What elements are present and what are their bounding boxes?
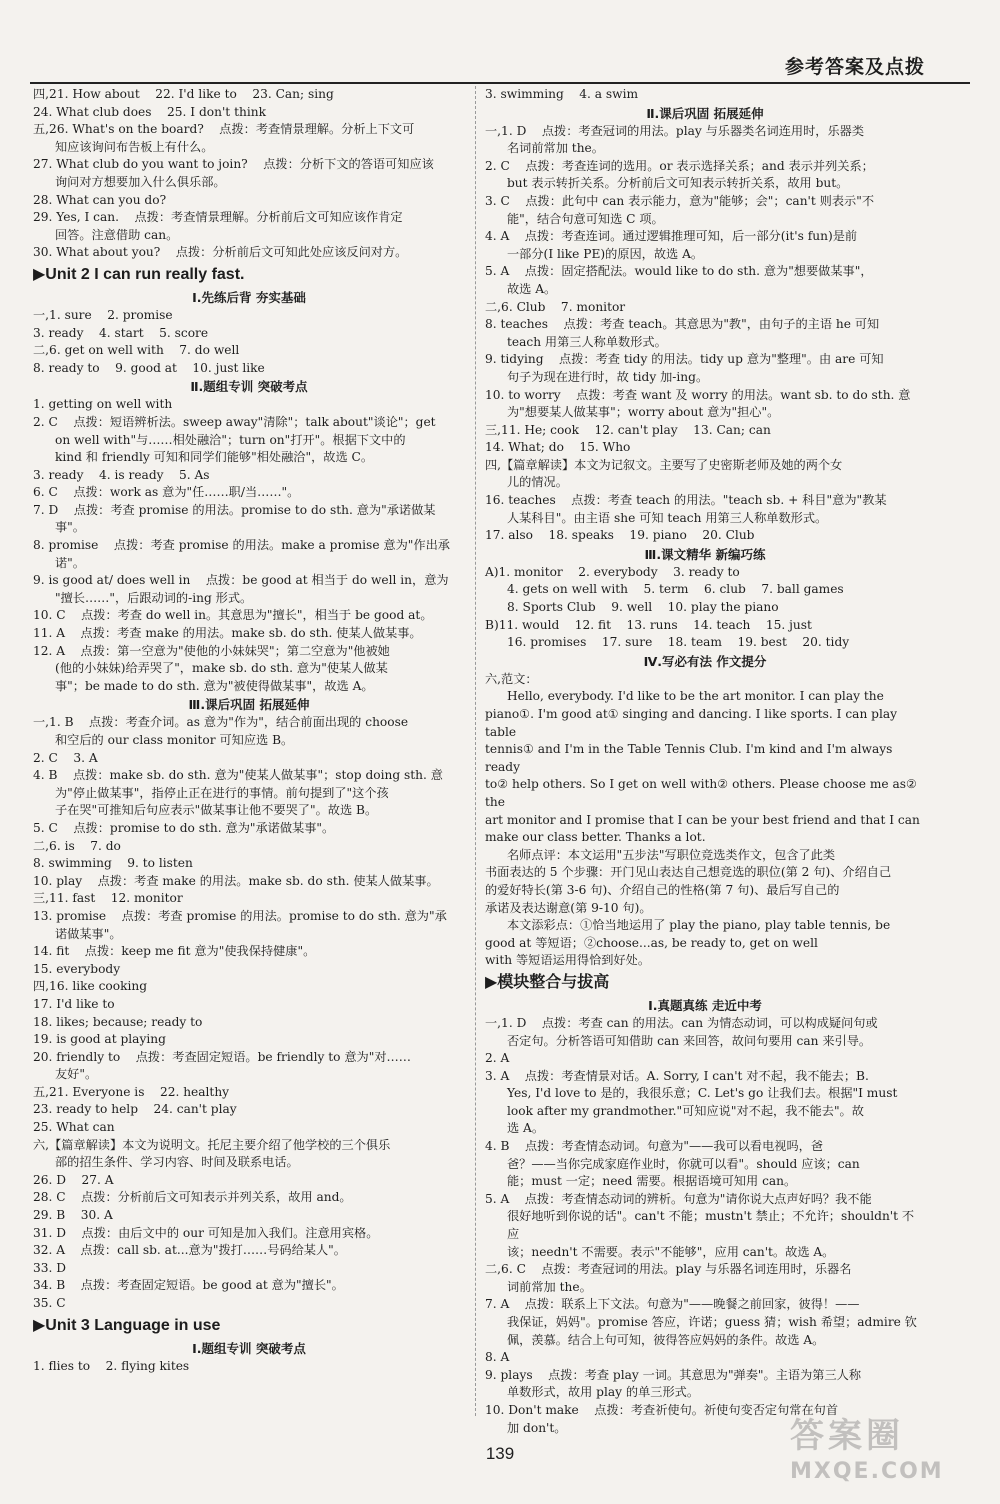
answer-line: 5. A 点拨：考查情态动词的辨析。句意为"请你说大点声好吗？我不能: [485, 1191, 872, 1206]
answer-line: 2. C 点拨：考查连词的选用。or 表示选择关系；and 表示并列关系；: [485, 158, 874, 173]
page-number: 139: [485, 1444, 515, 1463]
answer-line: 17. I'd like to: [33, 996, 115, 1011]
answer-line-continued: 为"停止做某事"，指停止正在进行的事情。前句提到了"这个孩: [55, 785, 389, 800]
answer-line-continued: (他的小妹妹)给弄哭了"，make sb. do sth. 意为"使某人做某: [55, 661, 388, 676]
section-heading: Ⅱ.课后巩固 拓展延伸: [646, 105, 764, 121]
answer-line: 一,1. D 点拨：考查 can 的用法。can 为情态动词，可以构成疑问句或: [485, 1015, 878, 1030]
answer-line: 9. is good at/ does well in 点拨：be good at 相当于 do well in，意为: [33, 573, 449, 588]
answer-line: 二,6. get on well with 7. do well: [33, 343, 240, 358]
answer-line-continued: 我保证，妈妈"。promise 答应，许诺；guess 猜；wish 希望；admire 钦: [507, 1315, 917, 1329]
answer-line-continued: 单数形式，故用 play 的单三形式。: [507, 1385, 700, 1400]
answer-line: 9. tidying 点拨：考查 tidy 的用法。tidy up 意为"整理"。由 are 可知: [485, 352, 884, 367]
answer-line: 7. D 点拨：考查 promise 的用法。promise to do sth. 意为"承诺做某: [33, 502, 436, 517]
answer-line: 34. B 点拨：考查固定短语。be good at 意为"擅长"。: [33, 1278, 344, 1293]
answer-line-continued: 16. promises 17. sure 18. team 19. best 20. tidy: [507, 635, 850, 650]
answer-line-continued: 为"想要某人做某事"；worry about 意为"担心"。: [507, 405, 780, 420]
answer-line: 10. Don't make 点拨：考查祈使句。祈使句变否定句常在句首: [485, 1402, 839, 1417]
answer-line: make our class better. Thanks a lot.: [485, 830, 706, 845]
answer-line: 二,6. Club 7. monitor: [485, 299, 626, 314]
answer-line-continued: Hello, everybody. I'd like to be the art monitor. I can play the: [507, 689, 884, 704]
answer-line-continued: 回答。注意借助 can。: [55, 227, 179, 242]
unit-heading: ▶Unit 2 I can run really fast.: [33, 265, 245, 283]
answer-line: 24. What club does 25. I don't think: [33, 104, 266, 119]
answer-line: 18. likes; because; ready to: [33, 1014, 203, 1029]
answer-line: 3. swimming 4. a swim: [485, 87, 639, 101]
answer-line: 2. A: [485, 1051, 510, 1066]
answer-line: 16. teaches 点拨：考查 teach 的用法。"teach sb. + 科目"意为"教某: [485, 493, 887, 508]
section-heading: Ⅰ.先练后背 夯实基础: [192, 289, 306, 305]
section-heading: Ⅰ.题组专训 突破考点: [192, 1340, 306, 1356]
answer-line: 14. What; do 15. Who: [485, 440, 631, 455]
answer-line: 6. C 点拨：work as 意为"任……职/当……"。: [33, 485, 300, 500]
answer-line-continued: "擅长……"，后跟动词的-ing 形式。: [55, 590, 253, 605]
answer-line-continued: 本文添彩点：①恰当地运用了 play the piano, play table tennis, be: [507, 918, 891, 933]
answer-line-continued: 爸？——当你完成家庭作业时，你就可以看"。should 应该；can: [507, 1156, 860, 1171]
answer-line: 35. C: [33, 1296, 66, 1310]
answer-line: 15. everybody: [33, 961, 121, 976]
answer-line-continued: on well with"与……相处融洽"；turn on"打开"。根据下文中的: [55, 432, 406, 447]
answer-line-continued: 选 A。: [507, 1121, 545, 1136]
answer-line: 8. A: [485, 1350, 510, 1365]
answer-line: 二,6. is 7. do: [33, 838, 121, 853]
answer-line-continued: 8. Sports Club 9. well 10. play the piano: [507, 600, 779, 615]
answer-line: 14. fit 点拨：keep me fit 意为"使我保持健康"。: [33, 944, 316, 959]
answer-line: 29. B 30. A: [33, 1208, 113, 1223]
answer-line: to② help others. So I get on well with② others. Please choose me as② the: [485, 777, 921, 809]
answer-line: 23. ready to help 24. can't play: [33, 1102, 237, 1117]
header-title: 参考答案及点拨: [784, 56, 925, 78]
answer-line-continued: 很好地听到你说的话"。can't 不能；mustn't 禁止；不允许；shouldn't 不应: [507, 1209, 915, 1242]
answer-line: 书面表达的 5 个步骤：开门见山表达自己想竞选的职位(第 2 句)、介绍自己: [485, 865, 892, 880]
section-heading: Ⅲ.课后巩固 拓展延伸: [188, 697, 310, 713]
answer-line-continued: 加 don't。: [507, 1420, 567, 1435]
answer-line: 8. promise 点拨：考查 promise 的用法。make a promise 意为"作出承: [33, 538, 450, 553]
answer-line: 4. A 点拨：考查连词。通过逻辑推理可知，后一部分(it's fun)是前: [485, 229, 858, 244]
right-column: [485, 86, 925, 1437]
watermark-line2: MXQE.COM: [790, 1459, 944, 1484]
unit-heading: ▶模块整合与拔高: [485, 973, 610, 991]
answer-line-continued: 事"。: [55, 520, 85, 535]
answer-line: 10. C 点拨：考查 do well in。其意思为"擅长"，相当于 be good at。: [33, 608, 433, 623]
answer-line: 28. C 点拨：分析前后文可知表示并列关系，故用 and。: [33, 1190, 352, 1205]
answer-line-continued: 一部分(I like PE)的原因，故选 A。: [507, 246, 704, 261]
answer-line: 31. D 点拨：由后文中的 our 可知是加入我们。注意用宾格。: [33, 1225, 379, 1240]
answer-line-continued: but 表示转折关系。分析前后文可知表示转折关系，故用 but。: [507, 176, 849, 191]
answer-line: 29. Yes, I can. 点拨：考查情景理解。分析前后文可知应该作肯定: [33, 210, 403, 225]
answer-line: 25. What can: [33, 1120, 115, 1135]
watermark: [790, 1408, 970, 1488]
answer-line: 5. C 点拨：promise to do sth. 意为"承诺做某事"。: [33, 820, 335, 835]
answer-line: 四,21. How about 22. I'd like to 23. Can; sing: [33, 87, 334, 101]
answer-line-continued: 句子为现在进行时，故 tidy 加-ing。: [507, 369, 709, 384]
answer-line: 20. friendly to 点拨：考查固定短语。be friendly to 意为"对……: [33, 1049, 411, 1064]
answer-line: 3. C 点拨：此句中 can 表示能力，意为"能够；会"；can't 则表示"不: [485, 193, 875, 208]
answer-line: 一,1. sure 2. promise: [33, 307, 173, 322]
answer-line-continued: 友好"。: [55, 1067, 98, 1082]
answer-line: 二,6. C 点拨：考查冠词的用法。play 与乐器名词连用时，乐器名: [485, 1262, 852, 1277]
answer-line: 4. B 点拨：考查情态动词。句意为"——我可以看电视吗，爸: [485, 1139, 824, 1154]
answer-line-continued: 子在哭"可推知后句应表示"做某事让他不要哭了"。故选 B。: [55, 803, 378, 818]
answer-line: 7. A 点拨：联系上下文法。句意为"——晚餐之前回家，彼得！——: [485, 1297, 860, 1312]
answer-line: 32. A 点拨：call sb. at...意为"拨打……号码给某人"。: [33, 1243, 346, 1258]
answer-line-continued: 能；must 一定；need 需要。根据语境可知用 can。: [507, 1174, 797, 1189]
answer-line: B)11. would 12. fit 13. runs 14. teach 15. just: [485, 617, 812, 632]
header-rule: [30, 82, 970, 84]
left-column: [33, 86, 465, 1375]
answer-line: 一,1. D 点拨：考查冠词的用法。play 与乐器类名词连用时，乐器类: [485, 123, 865, 138]
answer-line: 8. swimming 9. to listen: [33, 856, 193, 871]
answer-line: 4. B 点拨：make sb. do sth. 意为"使某人做某事"；stop doing sth. 意: [33, 768, 443, 783]
answer-line-continued: teach 用第三人称单数形式。: [507, 334, 667, 349]
answer-line: 四,16. like cooking: [33, 979, 148, 994]
answer-line: 8. teaches 点拨：考查 teach。其意思为"教"，由句子的主语 he 可知: [485, 317, 880, 332]
answer-line: tennis① and I'm in the Table Tennis Club. I'm kind and I'm always ready: [485, 742, 897, 774]
answer-line: 27. What club do you want to join? 点拨：分析下文的答语可知应该: [33, 157, 434, 172]
answer-line: 10. to worry 点拨：考查 want 及 worry 的用法。want sb. to do sth. 意: [485, 387, 911, 402]
answer-line: 六,【篇章解读】本文为说明文。托尼主要介绍了他学校的三个俱乐: [33, 1137, 391, 1152]
answer-line-continued: 佩，羡慕。结合上句可知，彼得答应妈妈的条件。故选 A。: [507, 1332, 825, 1347]
answer-line-continued: Yes, I'd love to 是的，我很乐意；C. Let's go 让我们去。根据"I must: [507, 1086, 898, 1101]
answer-line: 3. ready 4. start 5. score: [33, 325, 209, 340]
answer-line: 五,26. What's on the board? 点拨：考查情景理解。分析上下文可: [33, 122, 415, 137]
answer-line: 9. plays 点拨：考查 play 一词。其意思为"弹奏"。主语为第三人称: [485, 1367, 862, 1382]
answer-line: 3. ready 4. is ready 5. As: [33, 467, 210, 482]
answer-line: 六,范文：: [485, 671, 538, 686]
page-header: [30, 52, 970, 80]
answer-line-continued: 名师点评：本文运用"五步法"写职位竞选类作文，包含了此类: [507, 847, 836, 862]
column-divider: [475, 86, 476, 1416]
answer-line: 1. getting on well with: [33, 397, 173, 412]
answer-line: with 等短语运用得恰到好处。: [485, 953, 651, 968]
answer-line-continued: kind 和 friendly 可知和同学们能够"相处融洽"，故选 C。: [55, 450, 374, 465]
answer-line: good at 等短语；②choose...as, be ready to, get on well: [485, 935, 818, 950]
section-heading: Ⅲ.课文精华 新编巧练: [644, 546, 766, 562]
section-heading: Ⅳ.写必有法 作文提分: [643, 653, 767, 669]
watermark-line1: 答案圈: [790, 1416, 904, 1456]
answer-line: 12. A 点拨：第一空意为"使他的小妹妹哭"；第二空意为"他被她: [33, 643, 390, 658]
answer-line-continued: 4. gets on well with 5. term 6. club 7. ball games: [507, 582, 844, 597]
answer-line: 四,【篇章解读】本文为记叙文。主要写了史密斯老师及她的两个女: [485, 457, 843, 472]
answer-line-continued: 否定句。分析答语可知借助 can 来回答，故问句要用 can 来引导。: [507, 1033, 872, 1048]
answer-line: 33. D: [33, 1260, 67, 1275]
answer-line: 三,11. He; cook 12. can't play 13. Can; can: [485, 422, 771, 437]
section-heading: Ⅰ.真题真练 走近中考: [648, 997, 762, 1013]
answer-line-continued: 部的招生条件、学习内容、时间及联系电话。: [55, 1155, 299, 1170]
answer-line-continued: 儿的情况。: [507, 475, 568, 490]
answer-line: 10. play 点拨：考查 make 的用法。make sb. do sth. 使某人做某事。: [33, 873, 439, 888]
answer-line: 3. A 点拨：考查情景对话。A. Sorry, I can't 对不起，我不能去；B.: [485, 1068, 869, 1083]
answer-line-continued: 名词前常加 the。: [507, 141, 604, 156]
answer-line: 11. A 点拨：考查 make 的用法。make sb. do sth. 使某人做某事。: [33, 626, 422, 641]
answer-line: 30. What about you? 点拨：分析前后文可知此处应该反问对方。: [33, 245, 408, 260]
answer-line-continued: 诺"。: [55, 555, 85, 570]
answer-line-continued: 事"；be made to do sth. 意为"被使得做某事"，故选 A。: [55, 678, 374, 693]
answer-line: 5. A 点拨：固定搭配法。would like to do sth. 意为"想要做某事"，: [485, 264, 873, 279]
answer-line-continued: 询问对方想要加入什么俱乐部。: [55, 174, 226, 189]
answer-line-continued: 该；needn't 不需要。表示"不能够"，应用 can't。故选 A。: [507, 1244, 835, 1259]
answer-line: 承诺及表达谢意(第 9-10 句)。: [485, 900, 652, 915]
answer-line: 2. C 点拨：短语辨析法。sweep away"清除"；talk about"谈论"；get: [33, 414, 436, 429]
answer-line: 1. flies to 2. flying kites: [33, 1358, 190, 1373]
answer-line-continued: 故选 A。: [507, 281, 557, 296]
answer-line: piano①. I'm good at① singing and dancing. I like sports. I can play table: [485, 707, 901, 739]
answer-line-continued: 和空后的 our class monitor 可知应选 B。: [55, 733, 294, 747]
answer-line: 26. D 27. A: [33, 1172, 114, 1187]
answer-line: A)1. monitor 2. everybody 3. ready to: [485, 564, 740, 579]
answer-line: 2. C 3. A: [33, 750, 98, 765]
answer-line-continued: look after my grandmother."可知应说"对不起，我不能去"。故: [507, 1103, 864, 1118]
unit-heading: ▶Unit 3 Language in use: [33, 1316, 221, 1334]
answer-line: 28. What can you do?: [33, 192, 167, 207]
answer-line-continued: 词前常加 the。: [507, 1279, 592, 1294]
answer-line: art monitor and I promise that I can be your best friend and that I can: [485, 812, 920, 827]
answer-line-continued: 能"，结合句意可知选 C 项。: [507, 211, 664, 226]
answer-line: 19. is good at playing: [33, 1032, 166, 1047]
answer-line: 8. ready to 9. good at 10. just like: [33, 360, 265, 375]
answer-line: 13. promise 点拨：考查 promise 的用法。promise to do sth. 意为"承: [33, 908, 447, 923]
answer-line: 的爱好特长(第 3-6 句)、介绍自己的性格(第 7 句)、最后写自己的: [485, 882, 840, 897]
answer-line: 17. also 18. speaks 19. piano 20. Club: [485, 528, 755, 543]
answer-line: 一,1. B 点拨：考查介词。as 意为"作为"，结合前面出现的 choose: [33, 715, 409, 730]
answer-line-continued: 知应该询问布告板上有什么。: [55, 139, 214, 154]
section-heading: Ⅱ.题组专训 突破考点: [190, 379, 308, 395]
answer-line-continued: 诺做某事"。: [55, 926, 122, 941]
answer-line-continued: 人某科目"。由主语 she 可知 teach 用第三人称单数形式。: [507, 510, 828, 525]
answer-line: 三,11. fast 12. monitor: [33, 891, 183, 906]
answer-line: 五,21. Everyone is 22. healthy: [33, 1084, 230, 1099]
